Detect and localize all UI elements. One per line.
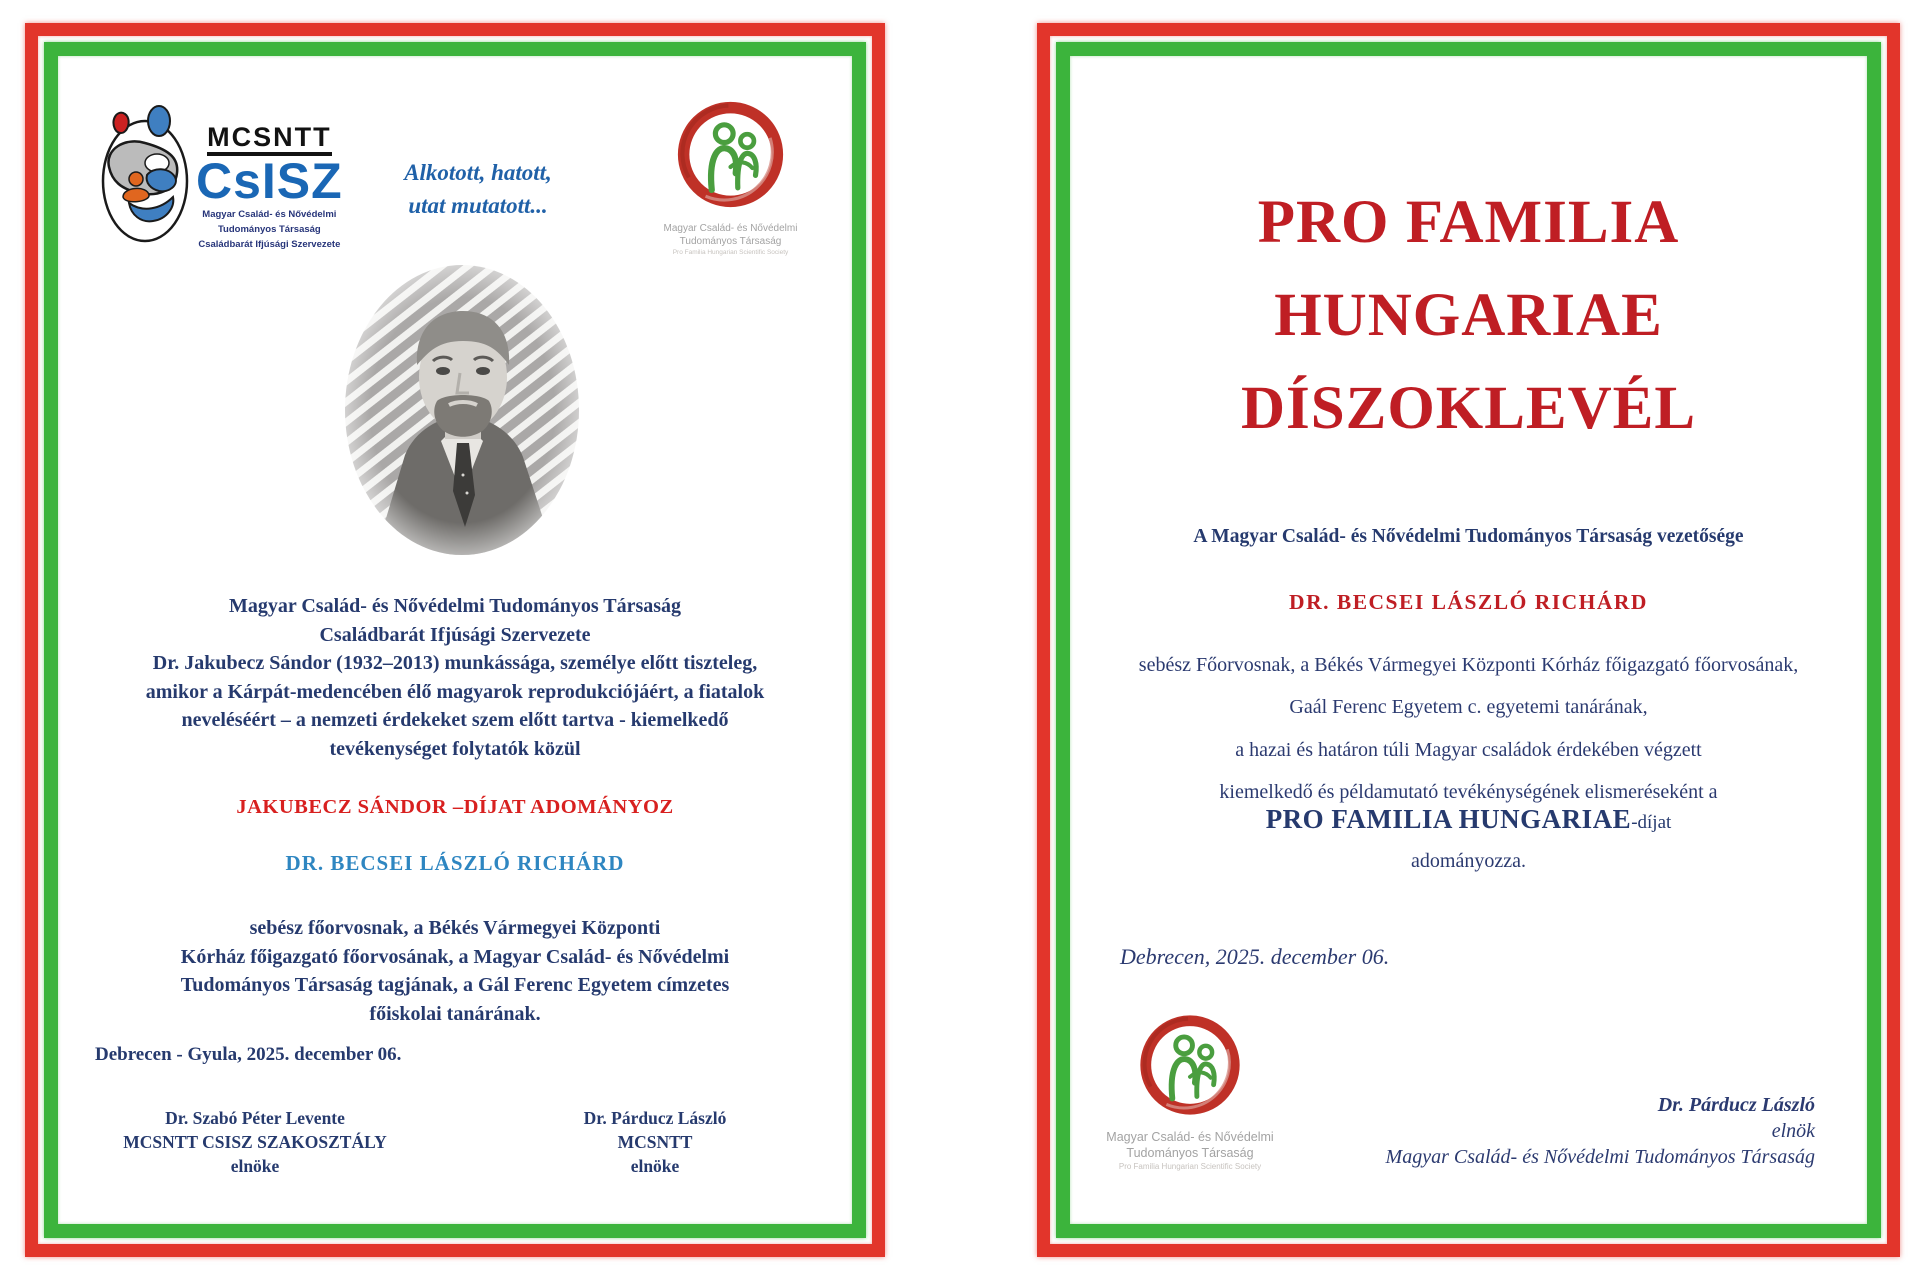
society-logo — [658, 92, 803, 257]
body-line: Gaál Ferenc Egyetem c. egyetemi tanárának, — [1289, 696, 1648, 718]
motto-text: Alkotott, hatott, utat mutatott... — [404, 160, 552, 218]
date-line: Debrecen, 2025. december 06. — [1120, 944, 1390, 969]
csisz-caption-line: Családbarát Ifjúsági Szervezete — [198, 239, 341, 250]
certificate-title — [1070, 176, 1867, 455]
signer-org: MCSNTT — [617, 1132, 693, 1152]
society-logo — [1090, 1006, 1290, 1172]
society-logo-caption-en: Pro Familia Hungarian Scientific Society — [672, 249, 789, 256]
signer-role: elnöke — [230, 1156, 280, 1176]
society-logo-caption: Tudományos Társaság — [1126, 1146, 1254, 1160]
society-logo-caption-en: Pro Familia Hungarian Scientific Society — [1118, 1162, 1262, 1171]
award-suffix: -díjat — [1631, 812, 1672, 833]
recipient-description — [85, 914, 825, 1028]
signer-role: elnök — [1771, 1120, 1815, 1142]
society-logo-caption: Tudományos Társaság — [679, 236, 782, 247]
family-figures-icon — [95, 96, 190, 248]
signature-block — [1355, 1092, 1815, 1170]
society-ring-icon — [1131, 1006, 1249, 1124]
date-line: Debrecen - Gyula, 2025. december 06. — [95, 1044, 402, 1065]
pro-familia-certificate — [1037, 23, 1900, 1257]
intro-line: amikor a Kárpát-medencében élő magyarok reprodukciójáért, a fiatalok — [145, 680, 765, 703]
intro-line: tevékenységet folytatók közül — [329, 737, 581, 760]
signer-role: elnöke — [630, 1156, 680, 1176]
award-verb: adományozza. — [1411, 850, 1526, 872]
intro-line: Magyar Család- és Nővédelmi Tudományos Társaság — [228, 595, 682, 617]
signer-org: Magyar Család- és Nővédelmi Tudományos Társaság — [1385, 1146, 1815, 1168]
title-line: PRO FAMILIA — [1257, 189, 1680, 256]
jakubecz-certificate-inner-frame — [44, 42, 866, 1238]
pro-familia-certificate-inner-frame — [1056, 42, 1881, 1238]
mcsntt-csisz-logo — [95, 96, 395, 251]
signature-block-left — [105, 1106, 405, 1178]
csisz-caption-line: Magyar Család- és Nővédelmi — [202, 209, 337, 220]
issuer-line: A Magyar Család- és Nővédelmi Tudományos Társaság vezetősége — [1193, 526, 1744, 547]
title-line: DÍSZOKLEVÉL — [1240, 375, 1697, 442]
intro-line: Családbarát Ifjúsági Szervezete — [319, 623, 591, 646]
body-line: sebész Főorvosnak, a Békés Vármegyei Központi Kórház főigazgató főorvosának, — [1138, 654, 1799, 676]
intro-line: Dr. Jakubecz Sándor (1932–2013) munkássága, személye előtt tiszteleg, — [152, 652, 758, 674]
intro-line: neveléséért – a nemzeti érdekeket szem előtt tartva - kiemelkedő — [181, 709, 729, 731]
award-name: PRO FAMILIA HUNGARIAE — [1265, 804, 1632, 834]
portrait-vignette — [337, 257, 588, 563]
signer-name: Dr. Szabó Péter Levente — [165, 1108, 345, 1128]
body-line: főiskolai tanárának. — [369, 1002, 541, 1025]
csisz-acronym: CsISZ — [196, 153, 343, 209]
body-line: Tudományos Társaság tagjának, a Gál Ferenc Egyetem címzetes — [180, 974, 730, 996]
body-line: a hazai és határon túli Magyar családok érdekében végzett — [1235, 739, 1702, 761]
signer-name: Dr. Párducz László — [1657, 1094, 1815, 1116]
award-name-line — [1070, 804, 1867, 835]
csisz-logo-text — [196, 96, 343, 251]
society-logo-caption: Magyar Család- és Nővédelmi — [1106, 1130, 1274, 1144]
title-line: HUNGARIAE — [1274, 282, 1663, 349]
csisz-caption-line: Tudományos Társaság — [217, 224, 321, 235]
portrait-photo — [345, 265, 580, 555]
recipient-name: DR. BECSEI LÁSZLÓ RICHÁRD — [1289, 590, 1648, 614]
body-line: kiemelkedő és példamutató tevékénységének elismeréseként a — [1219, 781, 1718, 803]
signer-name: Dr. Párducz László — [583, 1108, 727, 1128]
body-line: sebész főorvosnak, a Békés Vármegyei Központi — [249, 917, 661, 939]
recipient-name: DR. BECSEI LÁSZLÓ RICHÁRD — [285, 851, 625, 875]
mcsntt-acronym: MCSNTT — [207, 124, 331, 156]
society-logo-caption: Magyar Család- és Nővédelmi — [663, 223, 798, 234]
body-line: Kórház főigazgató főorvosának, a Magyar Család- és Nővédelmi — [180, 945, 730, 968]
signature-block-right — [505, 1106, 805, 1178]
award-title: JAKUBECZ SÁNDOR –DÍJAT ADOMÁNYOZ — [236, 796, 674, 818]
intro-text — [85, 592, 825, 763]
signer-org: MCSNTT CSISZ SZAKOSZTÁLY — [123, 1132, 387, 1152]
jakubecz-award-certificate — [25, 23, 885, 1257]
society-ring-icon — [668, 92, 793, 217]
